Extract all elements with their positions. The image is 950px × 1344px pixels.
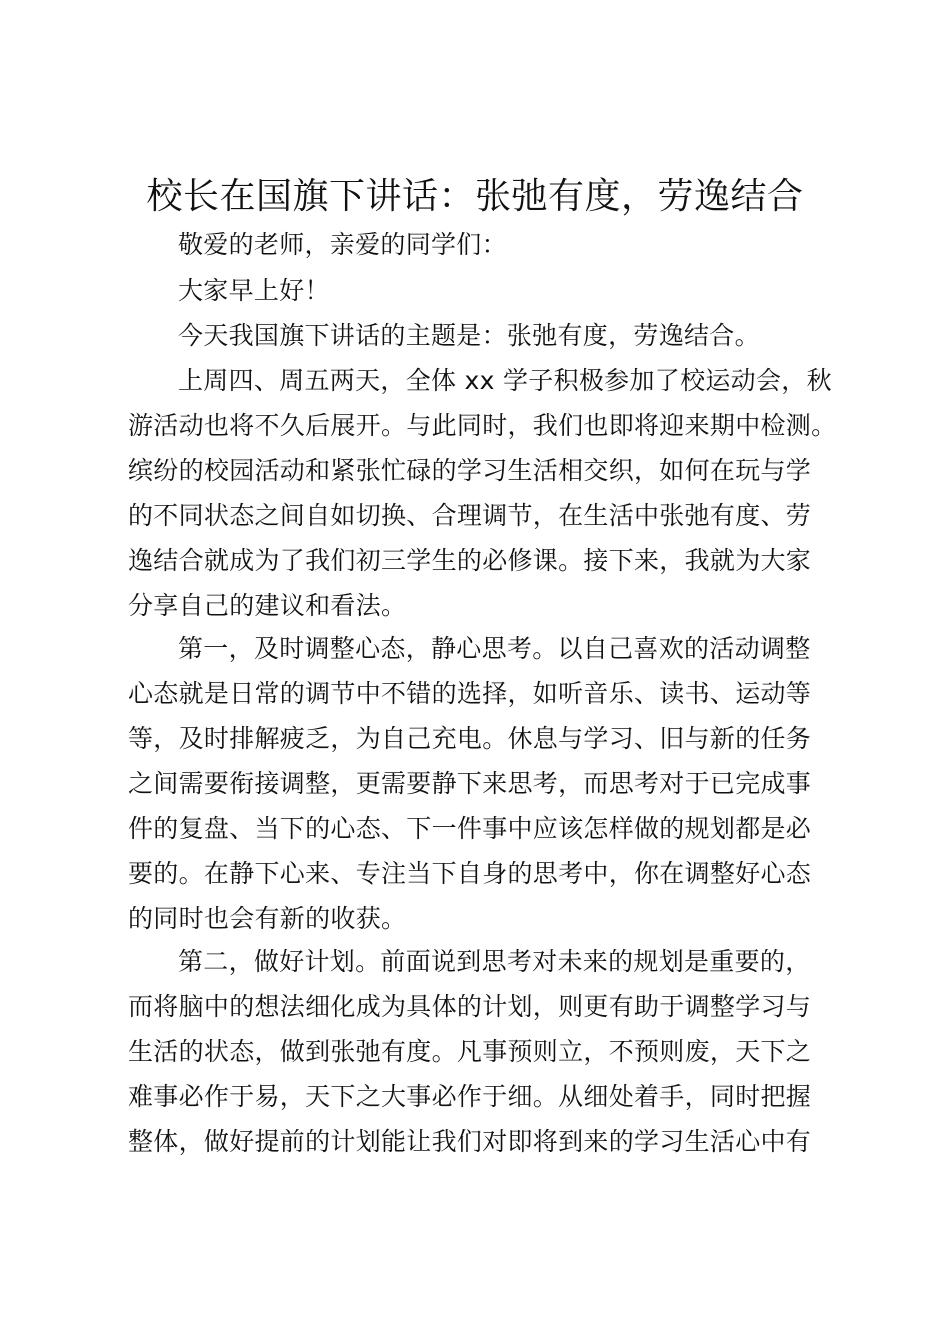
- theme-line: 今天我国旗下讲话的主题是：张弛有度，劳逸结合。: [178, 321, 760, 350]
- paragraph-line: 而将脑中的想法细化成为具体的计划，则更有助于调整学习与: [128, 992, 812, 1021]
- paragraph-line: 的同时也会有新的收获。: [128, 904, 407, 933]
- paragraph-line: 生活的状态，做到张弛有度。凡事预则立，不预则废，天下之: [128, 1037, 812, 1066]
- hello-line: 大家早上好！: [178, 276, 330, 305]
- paragraph-line: 分享自己的建议和看法。: [128, 591, 407, 620]
- paragraph-line: 难事必作于易，天下之大事必作于细。从细处着手，同时把握: [128, 1082, 812, 1111]
- paragraph-line: 缤纷的校园活动和紧张忙碌的学习生活相交织，如何在玩与学: [128, 456, 812, 485]
- greeting-line: 敬爱的老师，亲爱的同学们：: [178, 230, 507, 259]
- paragraph-line: 逸结合就成为了我们初三学生的必修课。接下来，我就为大家: [128, 546, 812, 575]
- paragraph-line: 件的复盘、当下的心态、下一件事中应该怎样做的规划都是必: [128, 814, 812, 843]
- paragraph-line: 上周四、周五两天，全体 xx 学子积极参加了校运动会，秋: [178, 366, 832, 395]
- paragraph-line: 整体，做好提前的计划能让我们对即将到来的学习生活心中有: [128, 1127, 812, 1156]
- paragraph-line: 游活动也将不久后展开。与此同时，我们也即将迎来期中检测。: [128, 411, 837, 440]
- paragraph-line: 的不同状态之间自如切换、合理调节，在生活中张弛有度、劳: [128, 501, 812, 530]
- paragraph-line: 第一，及时调整心态，静心思考。以自己喜欢的活动调整: [178, 634, 811, 663]
- paragraph-line: 第二，做好计划。前面说到思考对未来的规划是重要的，: [178, 947, 811, 976]
- document-title: 校长在国旗下讲话：张弛有度，劳逸结合: [146, 176, 804, 217]
- paragraph-line: 等，及时排解疲乏，为自己充电。休息与学习、旧与新的任务: [128, 724, 812, 753]
- paragraph-line: 心态就是日常的调节中不错的选择，如听音乐、读书、运动等: [128, 679, 812, 708]
- paragraph-line: 要的。在静下心来、专注当下自身的思考中，你在调整好心态: [128, 859, 812, 888]
- paragraph-line: 之间需要衔接调整，更需要静下来思考，而思考对于已完成事: [128, 769, 812, 798]
